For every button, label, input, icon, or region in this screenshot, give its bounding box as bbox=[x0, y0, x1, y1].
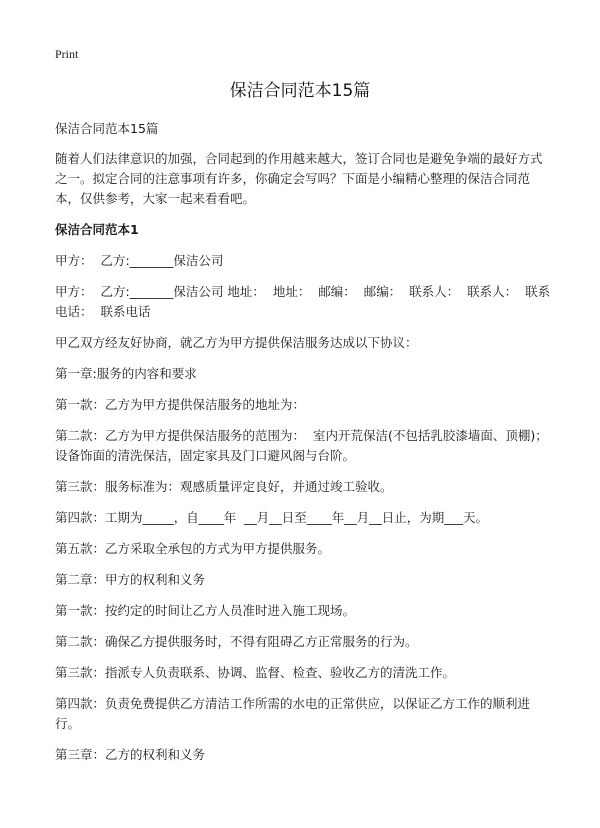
clause-paragraph: 第二款：乙方为甲方提供保洁服务的范围为： 室内开荒保洁(不包括乳胶漆墙面、顶棚)；设备饰面的清洗保洁，固定家具及门口避风阁与台阶。 bbox=[55, 428, 548, 463]
clause-paragraph: 第三款：指派专人负责联系、协调、监督、检查、验收乙方的清洗工作。 bbox=[55, 665, 456, 680]
contract-contact-line: 甲方： 乙方:_______保洁公司 地址： 地址： 邮编： 邮编： 联系人： 联系人： 联系电话： 联系电话 bbox=[55, 284, 551, 319]
clause-paragraph: 第三款：服务标准为：观感质量评定良好，并通过竣工验收。 bbox=[55, 479, 393, 494]
clause-paragraph: 第四款：工期为_____，自____年 __月__日至____年__月__日止，为期___天。 bbox=[55, 510, 488, 525]
print-label[interactable]: Print bbox=[55, 47, 79, 61]
page-title: 保洁合同范本15篇 bbox=[229, 81, 371, 101]
clause-paragraph: 第一款：按约定的时间让乙方人员准时进入施工现场。 bbox=[55, 603, 356, 618]
chapter-heading: 第二章：甲方的权利和义务 bbox=[55, 572, 206, 587]
document-body bbox=[55, 119, 551, 776]
clause-paragraph: 第一款：乙方为甲方提供保洁服务的地址为： bbox=[55, 397, 306, 412]
intro-paragraph: 随着人们法律意识的加强，合同起到的作用越来越大，签订合同也是避免争端的最好方式之一。拟定合同的注意事项有许多，你确定会写吗？下面是小编精心整理的保洁合同范本，仅供参考，大家一起来看看吧。 bbox=[55, 151, 543, 206]
clause-paragraph: 第五款：乙方采取全承包的方式为甲方提供服务。 bbox=[55, 541, 331, 556]
document-subtitle: 保洁合同范本15篇 bbox=[55, 121, 159, 136]
contract-parties-line: 甲方： 乙方:_______保洁公司 bbox=[55, 253, 224, 268]
chapter-heading: 第三章：乙方的权利和义务 bbox=[55, 747, 206, 762]
clause-paragraph: 第二款：确保乙方提供服务时，不得有阻碍乙方正常服务的行为。 bbox=[55, 634, 418, 649]
chapter-heading: 第一章:服务的内容和要求 bbox=[55, 366, 197, 381]
section-heading: 保洁合同范本1 bbox=[55, 222, 139, 237]
clause-paragraph: 第四款：负责免费提供乙方清洁工作所需的水电的正常供应，以保证乙方工作的顺利进行。 bbox=[55, 696, 531, 731]
agreement-statement: 甲乙双方经友好协商，就乙方为甲方提供保洁服务达成以下协议： bbox=[55, 335, 418, 350]
